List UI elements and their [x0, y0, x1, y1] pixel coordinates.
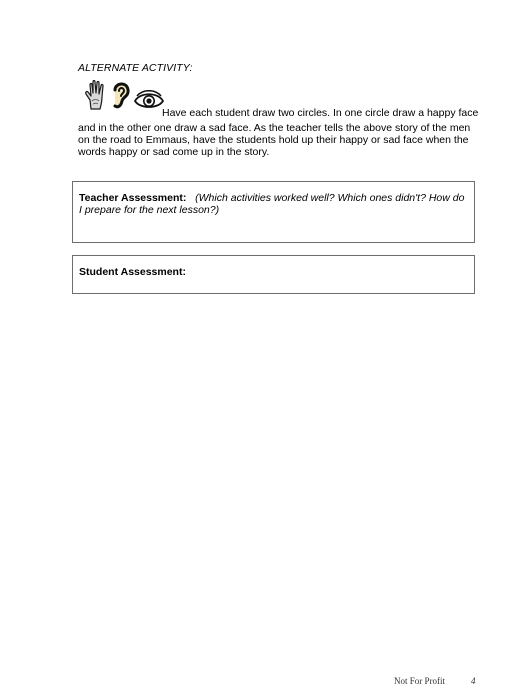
section-heading: ALTERNATE ACTIVITY: [78, 62, 193, 74]
teacher-assessment-box [72, 181, 475, 243]
activity-text-first-line: Have each student draw two circles. In one circle draw a happy face [162, 107, 479, 119]
activity-text: and in the other one draw a sad face. As the teacher tells the above story of the men on the road to Emmaus, have the students hold up their happy or sad face when the words happy or sad come up in the story. [78, 122, 471, 158]
eye-icon [134, 90, 164, 110]
hand-icon [84, 80, 108, 110]
alternate-activity [78, 80, 478, 158]
page-number: 4 [471, 676, 476, 686]
student-assessment-text [79, 266, 466, 278]
student-assessment-box [72, 255, 475, 294]
sense-icons [84, 80, 164, 110]
student-assessment-label: Student Assessment: [79, 266, 186, 278]
page-footer [394, 676, 476, 686]
teacher-assessment-note: (Which activities worked well? Which ones didn't? How do I prepare for the next lesson?) [79, 192, 465, 216]
teacher-assessment-label: Teacher Assessment: [79, 192, 193, 204]
activity-first-row [78, 80, 478, 120]
footer-text: Not For Profit [394, 676, 446, 686]
teacher-assessment-text [79, 192, 466, 216]
ear-icon [110, 80, 132, 110]
